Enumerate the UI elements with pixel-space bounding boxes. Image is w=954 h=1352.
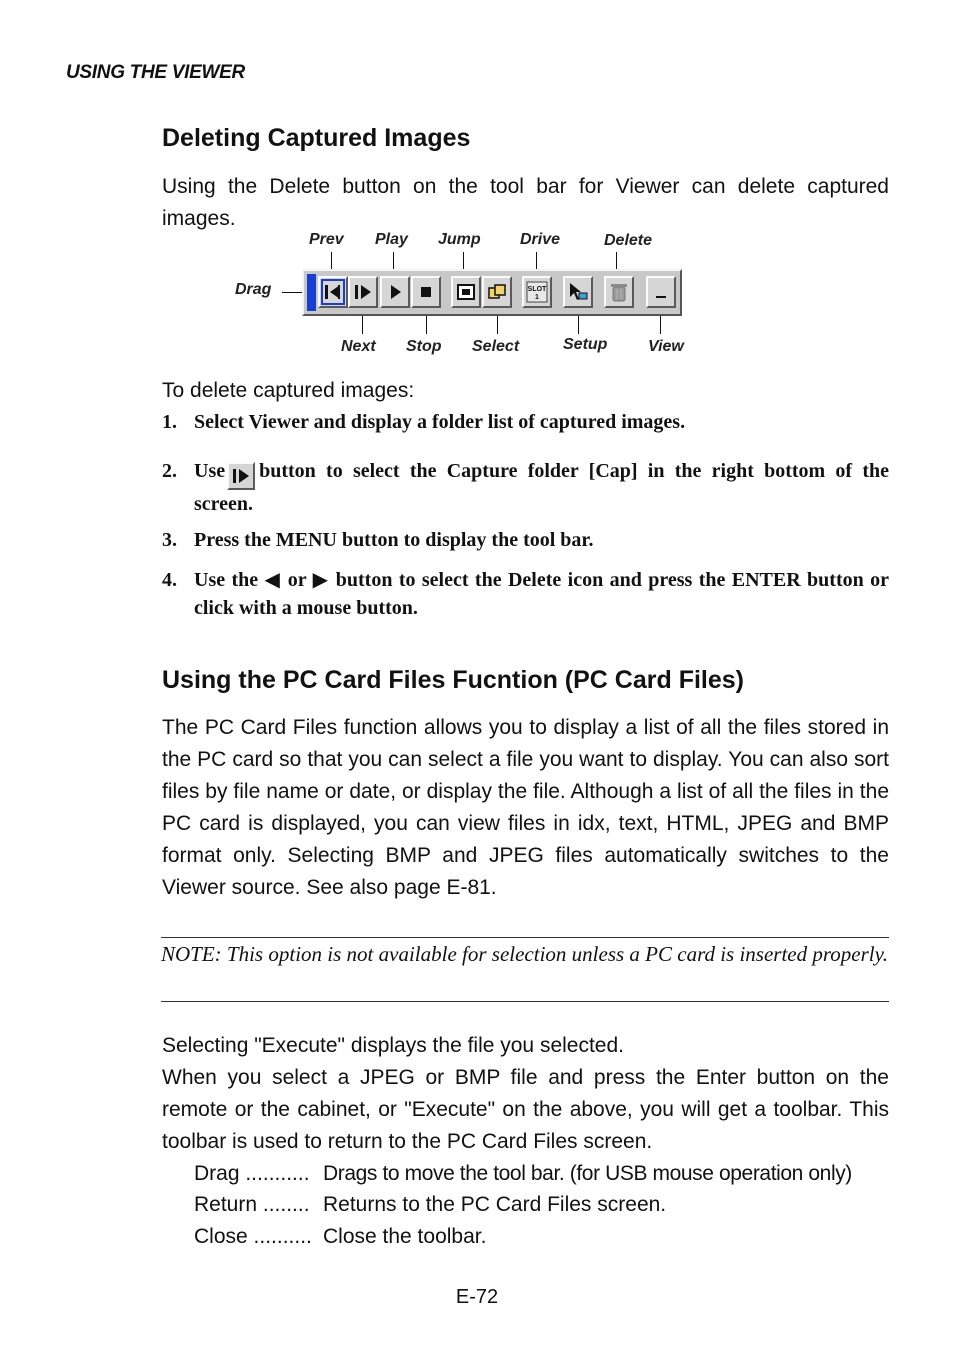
label-prev: Prev <box>309 231 344 248</box>
label-drive: Drive <box>520 231 561 248</box>
pc-card-description: The PC Card Files function allows you to display a list of all the files stored in the PC card so that you can select a file you want to display. You can also sort files by file name or date, or display the file. Although a list of all the files in the PC card is displayed, you can view files in idx, text, HTML, JPEG and BMP format only. Selecting BMP and JPEG files automatically switches to the Viewer source. See also page E-81. <box>162 716 889 899</box>
play-icon <box>387 283 403 301</box>
definition-term: Close .......... <box>194 1225 312 1248</box>
definition-term: Drag ........... <box>194 1162 310 1185</box>
step-text <box>194 457 889 518</box>
note-box: NOTE: This option is not available for selection unless a PC card is inserted properly. <box>161 937 889 1002</box>
toolbar-diagram <box>0 0 954 370</box>
label-jump: Jump <box>438 231 481 248</box>
label-drag: Drag <box>235 281 272 298</box>
label-next: Next <box>341 338 376 355</box>
step-number: 3. <box>162 529 177 551</box>
label-stop: Stop <box>406 338 442 355</box>
drive-button[interactable] <box>522 276 552 308</box>
label-select: Select <box>472 338 520 355</box>
step-number: 1. <box>162 411 177 433</box>
drive-slot-icon <box>526 281 548 303</box>
step-number: 2. <box>162 460 177 482</box>
definition-desc: Close the toolbar. <box>323 1225 487 1248</box>
minimize-icon <box>652 283 670 301</box>
next-button-inline <box>227 462 255 490</box>
next-button[interactable] <box>348 276 378 308</box>
definition-term: Return ........ <box>194 1193 310 1216</box>
next-icon <box>353 283 373 301</box>
lead-in: To delete captured images: <box>162 379 415 402</box>
definition-close <box>194 1221 894 1253</box>
label-view: View <box>648 338 684 355</box>
definition-desc: Drags to move the tool bar. (for USB mouse operation only) <box>323 1162 852 1185</box>
step-number: 4. <box>162 569 177 591</box>
label-delete: Delete <box>604 232 653 249</box>
select-button[interactable] <box>482 276 512 308</box>
setup-icon <box>567 281 589 303</box>
definition-drag <box>194 1158 894 1190</box>
section-heading-pc-card: Using the PC Card Files Fucntion (PC Card Files) <box>162 666 745 694</box>
jump-button[interactable] <box>451 276 481 308</box>
step-text: Use the ◀ or ▶ button to select the Delete icon and press the ENTER button or click with a mouse button. <box>194 569 889 619</box>
step-text: Select Viewer and display a folder list of captured images. <box>194 411 686 433</box>
svg-text:1: 1 <box>535 294 539 301</box>
prev-button[interactable] <box>318 276 348 308</box>
next-icon <box>232 468 250 484</box>
select-icon <box>487 283 507 301</box>
running-head: USING THE VIEWER <box>66 62 245 83</box>
page-number: E-72 <box>455 1286 499 1308</box>
section1-intro: Using the Delete button on the tool bar for Viewer can delete captured images. <box>162 175 889 230</box>
step-2-after: button to select the Capture folder [Cap] in the right bottom of the screen. <box>194 460 889 515</box>
step-2-before: Use <box>194 460 226 482</box>
step-text: Press the MENU button to display the tool bar. <box>194 529 594 551</box>
delete-button[interactable] <box>604 276 634 308</box>
trash-icon <box>609 281 629 303</box>
toolbar-description: When you select a JPEG or BMP file and press the Enter button on the remote or the cabinet, or "Execute" on the above, you will get a toolbar. This toolbar is used to return to the PC Card Files screen. <box>162 1066 889 1153</box>
label-setup: Setup <box>563 336 608 353</box>
step-3 <box>162 526 889 554</box>
definition-desc: Returns to the PC Card Files screen. <box>323 1193 667 1216</box>
label-play: Play <box>375 231 408 248</box>
drag-handle[interactable] <box>307 274 316 311</box>
step-2 <box>162 457 889 518</box>
execute-line: Selecting "Execute" displays the file you selected. <box>162 1034 624 1057</box>
svg-text:SLOT: SLOT <box>527 286 547 293</box>
stop-icon <box>418 284 434 300</box>
jump-icon <box>456 283 476 301</box>
section-heading-deleting: Deleting Captured Images <box>162 124 471 152</box>
play-button[interactable] <box>380 276 410 308</box>
setup-button[interactable] <box>563 276 593 308</box>
step-4 <box>162 566 889 622</box>
view-minimize-button[interactable] <box>646 276 676 308</box>
step-1 <box>162 408 889 436</box>
prev-icon <box>323 283 343 301</box>
definition-return <box>194 1189 894 1221</box>
stop-button[interactable] <box>411 276 441 308</box>
